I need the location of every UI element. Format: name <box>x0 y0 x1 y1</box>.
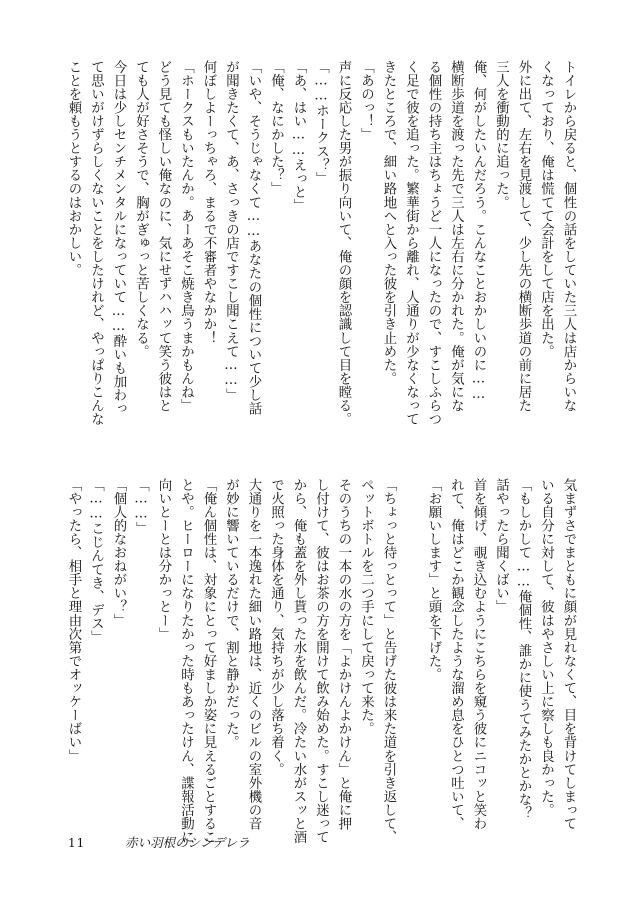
text-line: 首を傾げ、覗き込むようにこちらを窺う彼にニコッと笑わ <box>471 478 486 831</box>
page-number: 11 <box>68 836 86 850</box>
text-line: 「ホークスもいたんか。あーあそこ焼き鳥うまかもんね」 <box>178 60 194 413</box>
text-line: 「いや、そうじゃなくて……あなたの個性について少し話 <box>246 60 261 416</box>
text-line: 「お願いします」と頭を下げた。 <box>426 478 441 682</box>
text-line: とや。ヒーローになりたかった時もあったけん、諜報活動に <box>178 478 194 844</box>
text-line: くなっており、俺は慌てて会計をして店を出た。 <box>538 60 554 359</box>
text-line: く足で彼を追った。繁華街から離れ、人通りが少なくなって <box>403 60 419 426</box>
page-footer <box>68 833 250 851</box>
text-line: 「……こじんてき、デス」 <box>88 478 104 644</box>
text-line: 三人を衝動的に追った。 <box>493 60 509 210</box>
text-line: 「あのっ！」 <box>358 60 374 142</box>
text-line: ことを頼もうとするのはおかしい。 <box>66 60 81 277</box>
text-line: ても人が好さそうで、胸がぎゅっと苦しくなる。 <box>133 60 149 359</box>
text-line: 「俺、なにかした？」 <box>268 60 284 196</box>
text-line: し付けて、彼はお茶の方を開けて飲み始めた。すこし迷って <box>313 478 329 844</box>
text-line: 「俺ん個性は、対象にとって好ましか姿に見えるごとするこ <box>201 478 216 844</box>
book-title: 赤い羽根のシンデレラ <box>125 835 250 850</box>
text-line: 「……」 <box>133 478 149 536</box>
upper-text-block <box>62 60 580 430</box>
text-line: から、俺も蓋を外し貰った水を飲んだ。冷たい水がスッと酒 <box>291 478 306 844</box>
text-line: トイレから戻ると、個性の話をしていた三人は店からいな <box>561 60 576 413</box>
text-line: 「ちょっと待っとって」と告げた彼は来た道を引き返して、 <box>381 478 396 844</box>
text-line: 俺、何がしたいんだろう。こんなことおかしいのに…… <box>471 60 486 402</box>
text-line: そのうちの一本の水の方を「よかけんよかけん」と俺に押 <box>336 478 351 831</box>
text-line: 話やったら聞くばい」 <box>493 478 509 614</box>
text-line: 横断歩道を渡った先で三人は左右に分かれた。俺が気にな <box>448 60 464 413</box>
text-line: 「……ホークス？」 <box>313 60 329 186</box>
text-line: 「やったら、相手と理由次第でオッケーばい」 <box>66 478 81 763</box>
text-line: きたところで、細い路地へと入った彼を引き止めた。 <box>381 60 396 386</box>
text-line: て思いがけずらしくないことをしたけれど、やっぱりこんな <box>88 60 104 426</box>
text-line <box>399 478 422 848</box>
text-line: で火照った身体を通り、気持ちが少し落ち着く。 <box>268 478 284 777</box>
lower-text-block <box>62 478 580 848</box>
text-line: が妙に響いているだけで、割と静かだった。 <box>223 478 239 749</box>
text-line: どう見ても怪しい俺なのに、気にせずハハッて笑う彼はと <box>156 60 171 413</box>
text-line: 「個人的なおねがい？」 <box>111 478 126 628</box>
text-line: 大通りを一本逸れた細い路地は、近くのビルの室外機の音 <box>246 478 261 831</box>
text-line: が聞きたくて、あ、さっきの店ですこし聞こえて……」 <box>223 60 239 402</box>
text-line: 何ぼしよーっちゃろ、まるで不審者やなかか！ <box>201 60 216 345</box>
text-line: 「もしかして……俺個性、誰かに使うてみたかとかな？ <box>516 478 531 820</box>
text-line: れて、俺はどこか観念したような溜め息をひとつ吐いて、 <box>448 478 464 831</box>
text-line: 「あ、はい……えっと」 <box>291 60 306 213</box>
text-line: 気まずさでまともに顔が見れなくて、目を背けてしまって <box>561 478 576 831</box>
text-line: ペットボトルを二つ手にして戻って来た。 <box>358 478 374 736</box>
text-line: 外に出て、左右を見渡して、少し先の横断歩道の前に居た <box>516 60 531 413</box>
text-line: 今日は少しセンチメンタルになっていて……酔いも加わっ <box>111 60 126 416</box>
text-line: 声に反応した男が振り向いて、俺の顔を認識して目を瞠る。 <box>336 60 351 426</box>
text-line: る個性の持ち主はちょうど一人になったので、すこしふらつ <box>426 60 441 426</box>
text-line: いる自分に対して、彼はやさしい上に察しも良かった。 <box>538 478 554 817</box>
text-line: 向いとーとは分かっとー」 <box>156 478 171 641</box>
